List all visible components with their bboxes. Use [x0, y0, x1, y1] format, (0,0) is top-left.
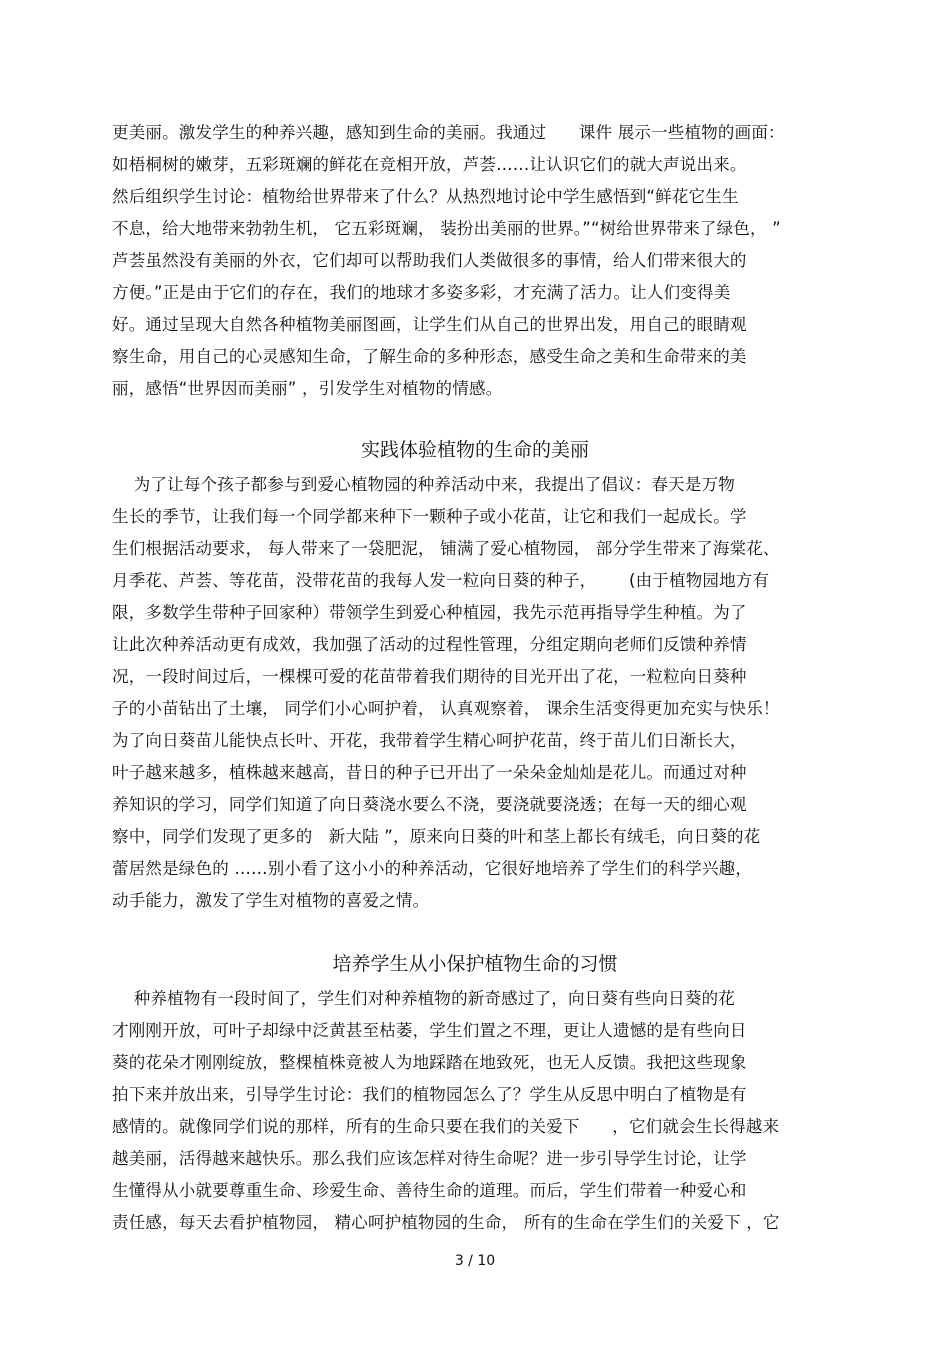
- paragraph-line: 察中，同学们发现了更多的 新大陆 ”，原来向日葵的叶和茎上都长有绒毛，向日葵的花: [112, 827, 761, 846]
- paragraph-line: 芦荟虽然没有美丽的外衣，它们却可以帮助我们人类做很多的事情，给人们带来很大的: [112, 251, 747, 270]
- paragraph-line: 好。通过呈现大自然各种植物美丽图画，让学生们从自己的世界出发，用自己的眼睛观: [112, 315, 747, 334]
- paragraph-line: 为了向日葵苗儿能快点长叶、开花，我带着学生精心呵护花苗，终于苗儿们日渐长大，: [112, 731, 747, 750]
- paragraph-line: 更美丽。激发学生的种养兴趣，感知到生命的美丽。我通过 课件 展示一些植物的画面：: [112, 123, 785, 142]
- paragraph-line: 然后组织学生讨论：植物给世界带来了什么？从热烈地讨论中学生感悟到“鲜花它生生: [112, 187, 739, 206]
- paragraph-line: 察生命，用自己的心灵感知生命，了解生命的多种形态，感受生命之美和生命带来的美: [112, 347, 747, 366]
- paragraph-line: 拍下来并放出来，引导学生讨论：我们的植物园怎么了？学生从反思中明白了植物是有: [112, 1085, 747, 1104]
- paragraph-line: 蕾居然是绿色的 ……别小看了这小小的种养活动，它很好地培养了学生们的科学兴趣，: [112, 859, 753, 878]
- paragraph-line: 种养植物有一段时间了，学生们对种养植物的新奇感过了，向日葵有些向日葵的花: [112, 989, 735, 1008]
- section-heading: 实践体验植物的生命的美丽: [360, 439, 589, 461]
- paragraph-line: 责任感，每天去看护植物园， 精心呵护植物园的生命， 所有的生命在学生们的关爱下 ，它: [112, 1213, 780, 1232]
- paragraph-line: 动手能力，激发了学生对植物的喜爱之情。: [112, 891, 430, 910]
- paragraph-line: 况，一段时间过后，一棵棵可爱的花苗带着我们期待的目光开出了花，一粒粒向日葵种: [112, 667, 747, 686]
- paragraph-line: 葵的花朵才刚刚绽放，整棵植株竟被人为地踩踏在地致死，也无人反馈。我把这些现象: [112, 1053, 747, 1072]
- paragraph-line: 为了让每个孩子都参与到爱心植物园的种养活动中来，我提出了倡议：春天是万物: [112, 475, 735, 494]
- paragraph-line: 让此次种养活动更有成效，我加强了活动的过程性管理，分组定期向老师们反馈种养情: [112, 635, 747, 654]
- paragraph-line: 不息，给大地带来勃勃生机， 它五彩斑斓， 装扮出美丽的世界。”“树给世界带来了绿色， ”: [112, 219, 781, 238]
- paragraph-line: 生们根据活动要求， 每人带来了一袋肥泥， 铺满了爱心植物园， 部分学生带来了海棠花、: [112, 539, 780, 558]
- page-number: 3 / 10: [454, 1253, 496, 1269]
- paragraph-line: 才刚刚开放，可叶子却绿中泛黄甚至枯萎，学生们置之不理，更让人遗憾的是有些向日: [112, 1021, 747, 1040]
- paragraph-line: 限，多数学生带种子回家种）带领学生到爱心种植园，我先示范再指导学生种植。为了: [112, 603, 747, 622]
- paragraph-line: 子的小苗钻出了土壤， 同学们小心呵护着， 认真观察着， 课余生活变得更加充实与快乐！: [112, 699, 780, 718]
- paragraph-line: 丽，感悟“世界因而美丽” ，引发学生对植物的情感。: [112, 379, 503, 398]
- paragraph-line: 月季花、芦荟、等花苗，没带花苗的我每人发一粒向日葵的种子， (由于植物园地方有: [112, 571, 770, 590]
- paragraph-line: 感情的。就像同学们说的那样，所有的生命只要在我们的关爱下 ，它们就会生长得越来: [112, 1117, 780, 1136]
- paragraph-line: 养知识的学习，同学们知道了向日葵浇水要么不浇，要浇就要浇透；在每一天的细心观: [112, 795, 747, 814]
- paragraph-line: 如梧桐树的嫩芽，五彩斑斓的鲜花在竞相开放，芦荟……让认识它们的就大声说出来。: [112, 155, 747, 174]
- paragraph-line: 叶子越来越多，植株越来越高，昔日的种子已开出了一朵朵金灿灿是花儿。而通过对种: [112, 763, 747, 782]
- paragraph-line: 生懂得从小就要尊重生命、珍爱生命、善待生命的道理。而后，学生们带着一种爱心和: [112, 1181, 747, 1200]
- paragraph-line: 生长的季节，让我们每一个同学都来种下一颗种子或小花苗，让它和我们一起成长。学: [112, 507, 747, 526]
- paragraph-line: 方便。”正是由于它们的存在，我们的地球才多姿多彩，才充满了活力。让人们变得美: [112, 283, 731, 302]
- section-heading: 培养学生从小保护植物生命的习惯: [332, 953, 618, 975]
- paragraph-line: 越美丽，活得越来越快乐。那么我们应该怎样对待生命呢？进一步引导学生讨论，让学: [112, 1149, 747, 1168]
